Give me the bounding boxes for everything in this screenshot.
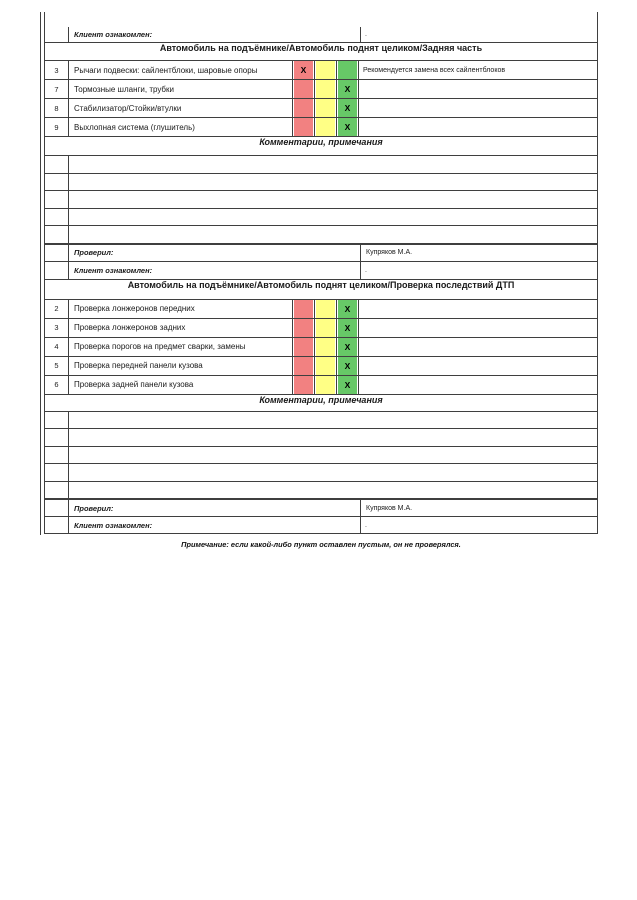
comment-num-cell bbox=[45, 191, 68, 208]
client-ack-row bbox=[45, 27, 597, 43]
check-cell-red bbox=[292, 300, 314, 318]
comment-row bbox=[45, 447, 597, 465]
comment-blank-cell bbox=[68, 464, 597, 481]
check-cell-green bbox=[336, 61, 358, 79]
item-row bbox=[45, 338, 597, 357]
check-mark-green: X bbox=[338, 338, 357, 356]
checked-by-row bbox=[45, 499, 597, 517]
item-label: Стабилизатор/Стойки/втулки bbox=[68, 99, 292, 117]
check-mark-yellow bbox=[316, 338, 335, 356]
item-number: 6 bbox=[54, 380, 59, 389]
item-label: Проверка задней панели кузова bbox=[68, 376, 292, 394]
check-mark-green: X bbox=[338, 80, 357, 98]
check-mark-red bbox=[294, 300, 313, 318]
item-note bbox=[358, 99, 597, 117]
client-ack-num-cell bbox=[45, 27, 68, 42]
item-note bbox=[358, 319, 597, 337]
check-cell-red bbox=[292, 99, 314, 117]
check-cell-yellow bbox=[314, 357, 336, 375]
section-2-header: Автомобиль на подъёмнике/Автомобиль поднят целиком/Проверка последствий ДТП bbox=[45, 280, 597, 300]
comment-blank-cell bbox=[68, 429, 597, 446]
client-signature-cell: . bbox=[360, 262, 597, 279]
comment-row bbox=[45, 209, 597, 227]
item-label: Выхлопная система (глушитель) bbox=[68, 118, 292, 136]
check-mark-red bbox=[294, 338, 313, 356]
item-number: 7 bbox=[54, 84, 59, 94]
inspection-form-table bbox=[44, 12, 598, 534]
check-mark-yellow bbox=[316, 80, 335, 98]
item-number: 8 bbox=[54, 103, 59, 113]
check-mark-red: X bbox=[294, 61, 313, 79]
checked-by-num-cell bbox=[45, 245, 68, 261]
check-cell-green bbox=[336, 80, 358, 98]
comment-blank-cell bbox=[68, 412, 597, 429]
item-row bbox=[45, 99, 597, 118]
item-note: Рекомендуется замена всех сайлентблоков bbox=[358, 61, 597, 79]
check-mark-yellow bbox=[316, 99, 335, 117]
checked-by-label: Проверил: bbox=[68, 500, 360, 516]
check-mark-yellow bbox=[316, 357, 335, 375]
comment-row bbox=[45, 412, 597, 430]
comment-blank-cell bbox=[68, 226, 597, 243]
comment-num-cell bbox=[45, 156, 68, 173]
check-cell-green bbox=[336, 300, 358, 318]
comment-num-cell bbox=[45, 482, 68, 499]
item-label: Проверка передней панели кузова bbox=[68, 357, 292, 375]
check-mark-green: X bbox=[338, 118, 357, 136]
check-cell-yellow bbox=[314, 338, 336, 356]
footer-note: Примечание: если какой-либо пункт оставлен пустым, он не проверялся. bbox=[181, 540, 461, 549]
comment-num-cell bbox=[45, 447, 68, 464]
comment-num-cell bbox=[45, 174, 68, 191]
check-mark-yellow bbox=[316, 319, 335, 337]
item-note bbox=[358, 118, 597, 136]
check-cell-red bbox=[292, 376, 314, 394]
comment-blank-cell bbox=[68, 174, 597, 191]
item-row bbox=[45, 319, 597, 338]
check-cell-red bbox=[292, 80, 314, 98]
check-cell-green bbox=[336, 118, 358, 136]
item-label: Проверка лонжеронов задних bbox=[68, 319, 292, 337]
check-cell-yellow bbox=[314, 99, 336, 117]
check-cell-red bbox=[292, 319, 314, 337]
check-mark-green: X bbox=[338, 99, 357, 117]
comment-row bbox=[45, 226, 597, 244]
item-row bbox=[45, 118, 597, 137]
check-mark-yellow bbox=[316, 118, 335, 136]
comment-blank-cell bbox=[68, 482, 597, 499]
check-mark-red bbox=[294, 99, 313, 117]
section-1-header: Автомобиль на подъёмнике/Автомобиль поднят целиком/Задняя часть bbox=[45, 43, 597, 61]
check-mark-red bbox=[294, 376, 313, 394]
comment-blank-cell bbox=[68, 156, 597, 173]
item-number: 3 bbox=[54, 65, 59, 75]
item-number: 3 bbox=[54, 323, 59, 332]
item-number: 9 bbox=[54, 122, 59, 132]
check-mark-yellow bbox=[316, 376, 335, 394]
comment-num-cell bbox=[45, 209, 68, 226]
check-mark-green: X bbox=[338, 357, 357, 375]
check-cell-red bbox=[292, 61, 314, 79]
check-cell-yellow bbox=[314, 376, 336, 394]
check-cell-green bbox=[336, 99, 358, 117]
comment-row bbox=[45, 174, 597, 192]
item-label: Проверка порогов на предмет сварки, замены bbox=[68, 338, 292, 356]
page-left-rule bbox=[40, 12, 41, 535]
checked-by-label: Проверил: bbox=[68, 245, 360, 261]
item-number: 5 bbox=[54, 361, 59, 370]
client-ack-num-cell bbox=[45, 517, 68, 533]
client-ack-row bbox=[45, 517, 597, 534]
item-row bbox=[45, 80, 597, 99]
comment-blank-cell bbox=[68, 191, 597, 208]
item-label: Тормозные шланги, трубки bbox=[68, 80, 292, 98]
check-cell-yellow bbox=[314, 300, 336, 318]
check-cell-green bbox=[336, 357, 358, 375]
client-ack-row bbox=[45, 262, 597, 280]
item-label: Рычаги подвески: сайлентблоки, шаровые опоры bbox=[68, 61, 292, 79]
comment-row bbox=[45, 156, 597, 174]
item-number: 4 bbox=[54, 342, 59, 351]
comment-num-cell bbox=[45, 226, 68, 243]
comment-row bbox=[45, 191, 597, 209]
check-cell-yellow bbox=[314, 61, 336, 79]
item-note bbox=[358, 300, 597, 318]
check-mark-red bbox=[294, 118, 313, 136]
item-row bbox=[45, 357, 597, 376]
inspector-name: Купряков М.А. bbox=[360, 500, 597, 516]
check-mark-yellow bbox=[316, 300, 335, 318]
client-signature-cell: . bbox=[360, 517, 597, 533]
item-number: 2 bbox=[54, 304, 59, 313]
client-signature-cell: . bbox=[360, 27, 597, 42]
check-mark-red bbox=[294, 319, 313, 337]
check-mark-red bbox=[294, 357, 313, 375]
client-ack-label: Клиент ознакомлен: bbox=[68, 262, 360, 279]
check-cell-green bbox=[336, 338, 358, 356]
checked-by-row bbox=[45, 244, 597, 262]
checked-by-num-cell bbox=[45, 500, 68, 516]
item-row bbox=[45, 300, 597, 319]
comment-num-cell bbox=[45, 429, 68, 446]
client-ack-label: Клиент ознакомлен: bbox=[68, 517, 360, 533]
check-cell-red bbox=[292, 357, 314, 375]
comments-header: Комментарии, примечания bbox=[45, 137, 597, 156]
check-cell-yellow bbox=[314, 80, 336, 98]
check-mark-green bbox=[338, 61, 357, 79]
comments-header: Комментарии, примечания bbox=[45, 395, 597, 412]
check-mark-green: X bbox=[338, 319, 357, 337]
comment-row bbox=[45, 482, 597, 500]
check-mark-red bbox=[294, 80, 313, 98]
item-row bbox=[45, 376, 597, 395]
item-note bbox=[358, 80, 597, 98]
check-mark-green: X bbox=[338, 300, 357, 318]
check-mark-green: X bbox=[338, 376, 357, 394]
item-note bbox=[358, 338, 597, 356]
check-mark-yellow bbox=[316, 61, 335, 79]
client-ack-num-cell bbox=[45, 262, 68, 279]
comment-row bbox=[45, 464, 597, 482]
item-note bbox=[358, 357, 597, 375]
check-cell-green bbox=[336, 319, 358, 337]
comment-num-cell bbox=[45, 412, 68, 429]
check-cell-red bbox=[292, 338, 314, 356]
check-cell-red bbox=[292, 118, 314, 136]
comment-row bbox=[45, 429, 597, 447]
item-label: Проверка лонжеронов передних bbox=[68, 300, 292, 318]
comment-num-cell bbox=[45, 464, 68, 481]
check-cell-yellow bbox=[314, 319, 336, 337]
check-cell-yellow bbox=[314, 118, 336, 136]
inspector-name: Купряков М.А. bbox=[360, 245, 597, 261]
check-cell-green bbox=[336, 376, 358, 394]
comment-blank-cell bbox=[68, 447, 597, 464]
item-note bbox=[358, 376, 597, 394]
client-ack-label: Клиент ознакомлен: bbox=[68, 27, 360, 42]
item-row bbox=[45, 61, 597, 80]
page-break-gap bbox=[45, 12, 597, 27]
comment-blank-cell bbox=[68, 209, 597, 226]
